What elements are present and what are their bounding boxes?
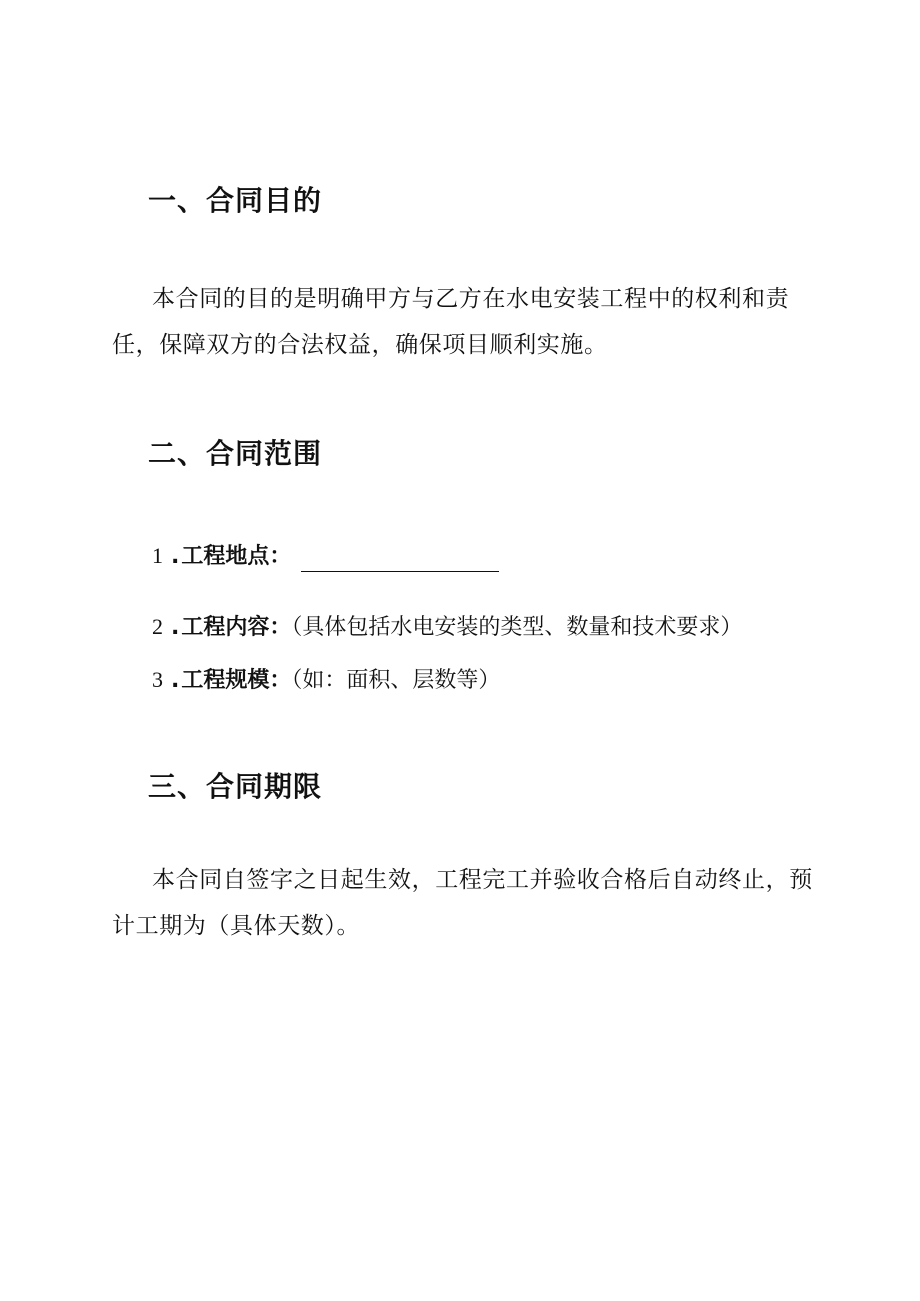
section-3-line-2: 计工期为（具体天数）。 bbox=[112, 913, 361, 939]
section-3-line-1: 本合同自签字之日起生效，工程完工并验收合格后自动终止，预 bbox=[152, 867, 813, 893]
item-label: 工程规模： bbox=[181, 668, 292, 693]
item-dot: . bbox=[171, 615, 180, 640]
item-number: 2 bbox=[152, 614, 163, 639]
scope-item-content bbox=[152, 612, 742, 643]
item-dot: . bbox=[171, 668, 180, 693]
section-1-heading: 一、合同目的 bbox=[148, 184, 323, 217]
item-number: 1 bbox=[152, 543, 163, 568]
item-dot: . bbox=[171, 544, 180, 569]
section-3-heading: 三、合同期限 bbox=[148, 770, 323, 803]
item-description: （具体包括水电安装的类型、数量和技术要求） bbox=[291, 615, 743, 640]
location-fill-in-blank[interactable] bbox=[301, 549, 499, 572]
section-1-paragraph bbox=[112, 276, 812, 368]
item-number: 3 bbox=[152, 667, 163, 692]
section-1-line-2: 任，保障双方的合法权益，确保项目顺利实施。 bbox=[112, 332, 608, 358]
item-label: 工程地点： bbox=[181, 544, 292, 569]
item-description: （如：面积、层数等） bbox=[291, 668, 501, 693]
scope-item-location bbox=[152, 541, 499, 572]
item-label: 工程内容： bbox=[181, 615, 292, 640]
section-2-heading: 二、合同范围 bbox=[148, 437, 323, 470]
section-3-paragraph bbox=[112, 857, 813, 949]
section-1-line-1: 本合同的目的是明确甲方与乙方在水电安装工程中的权利和责 bbox=[152, 286, 790, 312]
scope-item-scale bbox=[152, 665, 500, 696]
